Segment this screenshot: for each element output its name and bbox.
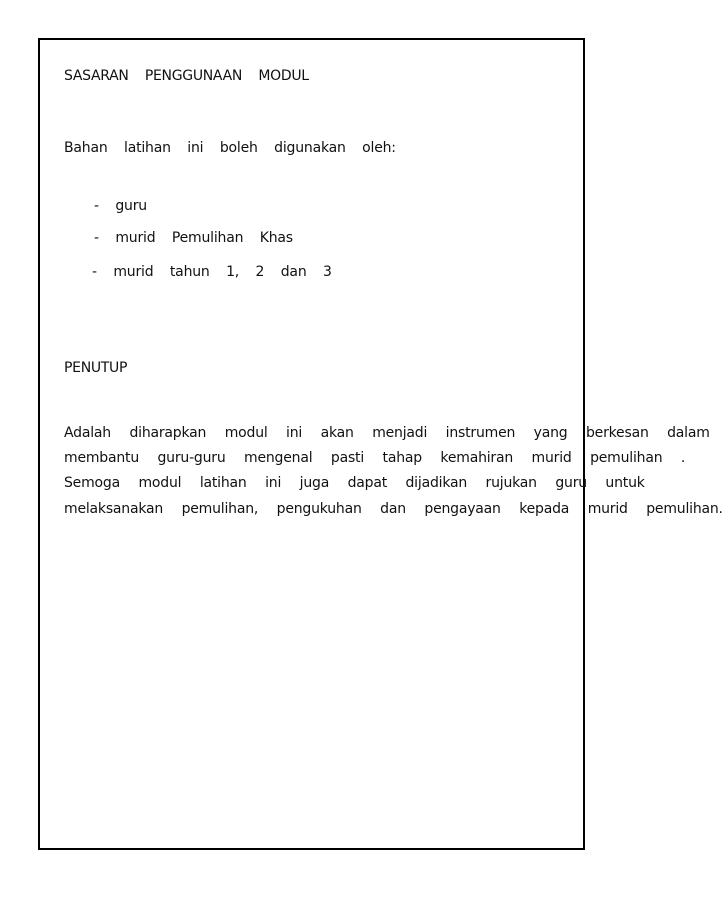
paragraph-line: melaksanakan pemulihan, pengukuhan dan pengayaan kepada murid pemulihan. <box>64 501 723 517</box>
list-item: - murid Pemulihan Khas <box>94 230 293 246</box>
page-border <box>38 38 585 850</box>
section-heading-penutup: PENUTUP <box>64 360 128 376</box>
paragraph-line: membantu guru-guru mengenal pasti tahap kemahiran murid pemulihan . <box>64 450 686 466</box>
section-heading-sasaran: SASARAN PENGGUNAAN MODUL <box>64 68 309 84</box>
intro-text: Bahan latihan ini boleh digunakan oleh: <box>64 140 396 156</box>
list-item: - murid tahun 1, 2 dan 3 <box>92 264 332 280</box>
paragraph-line: Adalah diharapkan modul ini akan menjadi instrumen yang berkesan dalam <box>64 425 710 441</box>
list-item: - guru <box>94 198 147 214</box>
paragraph-line: Semoga modul latihan ini juga dapat dijadikan rujukan guru untuk <box>64 475 645 491</box>
